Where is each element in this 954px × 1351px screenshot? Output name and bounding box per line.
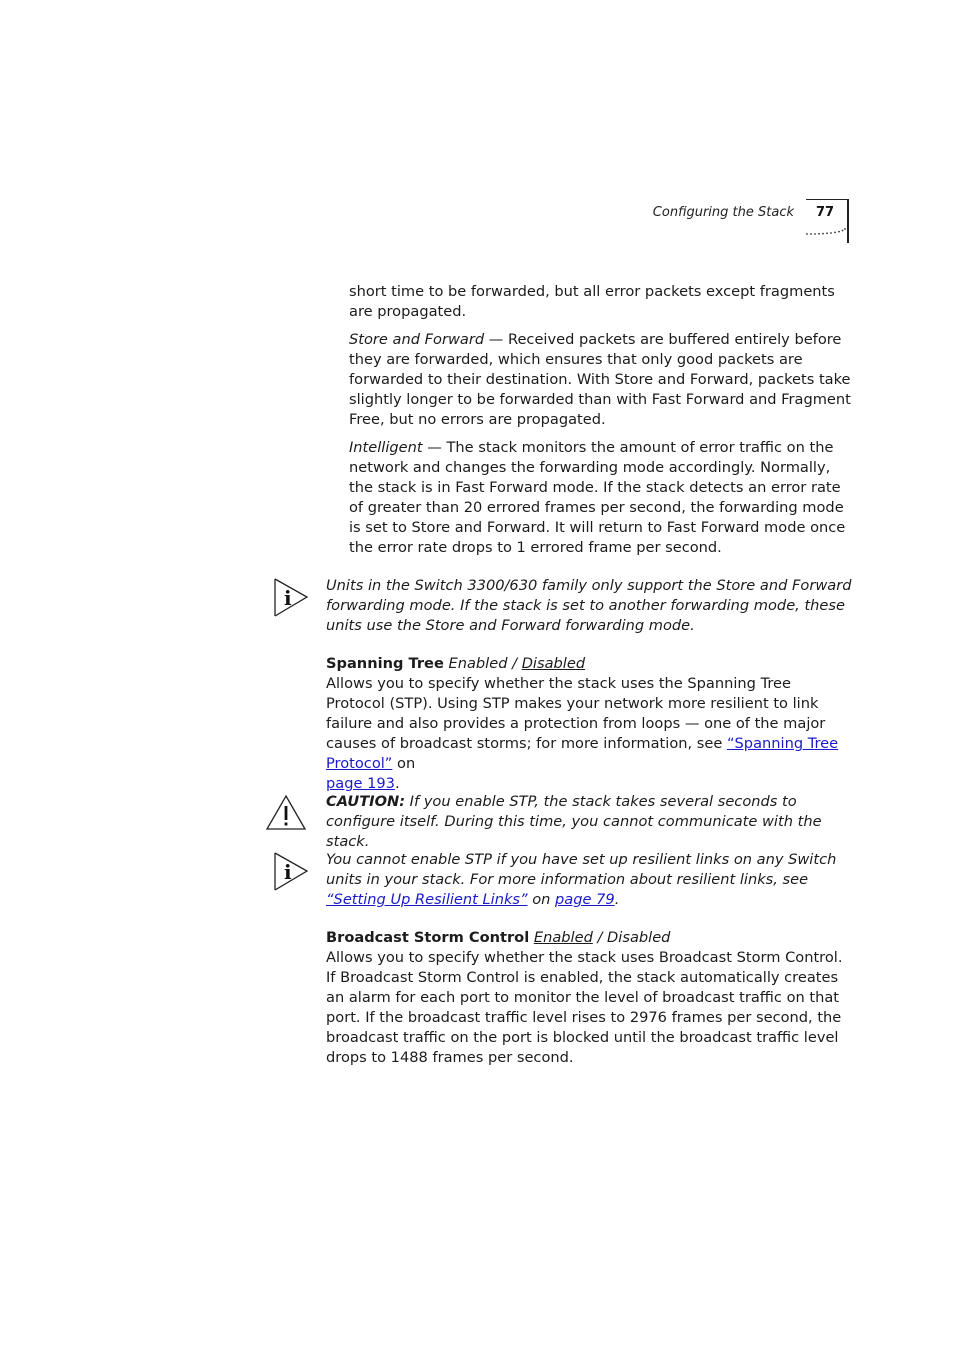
info-note-icon bbox=[272, 851, 310, 893]
page-number-rule-top bbox=[806, 199, 848, 200]
link-page-79[interactable]: page 79 bbox=[555, 891, 615, 908]
spanning-tree-period: . bbox=[394, 775, 400, 792]
running-header-title: Configuring the Stack bbox=[652, 205, 794, 220]
spanning-tree-description: Allows you to specify whether the stack uses the Spanning Tree Protocol (STP). Using STP makes your network more resilient to link failure and also provides a protection from loops — one of the major causes of broadcast storms; for more information, see bbox=[326, 675, 826, 752]
broadcast-option-separator: / bbox=[592, 929, 608, 946]
note-resilient-links-period: . bbox=[614, 891, 620, 908]
caution-text: If you enable STP, the stack takes several seconds to configure itself. During this time, you cannot communicate with the stack. bbox=[326, 793, 822, 850]
page-number-dotted-curve bbox=[804, 226, 848, 238]
link-setting-up-resilient-links[interactable]: “Setting Up Resilient Links” bbox=[326, 891, 528, 908]
note-resilient-links bbox=[326, 850, 854, 910]
term-store-and-forward: Store and Forward bbox=[349, 331, 485, 348]
spanning-tree-option-disabled-default: Disabled bbox=[521, 655, 586, 672]
intelligent-description: — The stack monitors the amount of error traffic on the network and changes the forwarding mode accordingly. Normally, the stack is in Fast Forward mode. If the stack detects an error rate of greater than 20 errored frames per second, the forwarding mode is set to Store and Forward. It will return to Fast Forward mode once the error rate drops to 1 errored frame per second. bbox=[349, 439, 846, 556]
broadcast-option-disabled: Disabled bbox=[607, 929, 671, 946]
paragraph-spanning-tree bbox=[326, 674, 854, 794]
term-intelligent: Intelligent bbox=[349, 439, 423, 456]
paragraph-fragment-free-continued: short time to be forwarded, but all error packets except fragments are propagated. bbox=[349, 283, 835, 320]
note-resilient-links-text: You cannot enable STP if you have set up resilient links on any Switch units in your stack. For more information about resilient links, see bbox=[326, 851, 837, 888]
heading-spanning-tree bbox=[326, 654, 854, 674]
page-number: 77 bbox=[815, 205, 835, 220]
caution-stp-configuration bbox=[326, 792, 856, 852]
spanning-tree-option-enabled: Enabled bbox=[448, 655, 508, 672]
heading-broadcast-storm-control bbox=[326, 928, 854, 948]
note-resilient-links-on: on bbox=[527, 891, 556, 908]
note-store-and-forward-only: Units in the Switch 3300/630 family only support the Store and Forward forwarding mode. If the stack is set to another forwarding mode, these units use the Store and Forward forwarding mode. bbox=[326, 577, 852, 634]
paragraph-intelligent bbox=[349, 438, 851, 558]
info-note-icon bbox=[272, 577, 310, 619]
caution-warning-icon bbox=[265, 794, 307, 832]
broadcast-storm-control-title: Broadcast Storm Control bbox=[326, 929, 530, 946]
svg-text:i: i bbox=[284, 586, 292, 610]
broadcast-option-enabled-default: Enabled bbox=[533, 929, 593, 946]
svg-text:i: i bbox=[284, 860, 292, 884]
spanning-tree-title: Spanning Tree bbox=[326, 655, 444, 672]
caution-label: CAUTION: bbox=[326, 793, 406, 810]
spanning-tree-on: on bbox=[392, 755, 416, 772]
link-spanning-tree-protocol[interactable]: “Spanning Tree Protocol” bbox=[326, 735, 839, 772]
paragraph-broadcast-storm-control: Allows you to specify whether the stack uses Broadcast Storm Control. If Broadcast Storm Control is enabled, the stack automatically creates an alarm for each port to monitor the level of broadcast traffic on that port. If the broadcast traffic level rises to 2976 frames per second, the broadcast traffic on the port is blocked until the broadcast traffic level drops to 1488 frames per second. bbox=[326, 949, 843, 1066]
store-and-forward-description: — Received packets are buffered entirely before they are forwarded, which ensures that only good packets are forwarded to their destination. With Store and Forward, packets take slightly longer to be forwarded than with Fast Forward and Fragment Free, but no errors are propagated. bbox=[349, 331, 851, 428]
spanning-tree-option-separator: / bbox=[507, 655, 522, 672]
paragraph-store-and-forward bbox=[349, 330, 851, 430]
link-page-193[interactable]: page 193 bbox=[326, 775, 395, 792]
